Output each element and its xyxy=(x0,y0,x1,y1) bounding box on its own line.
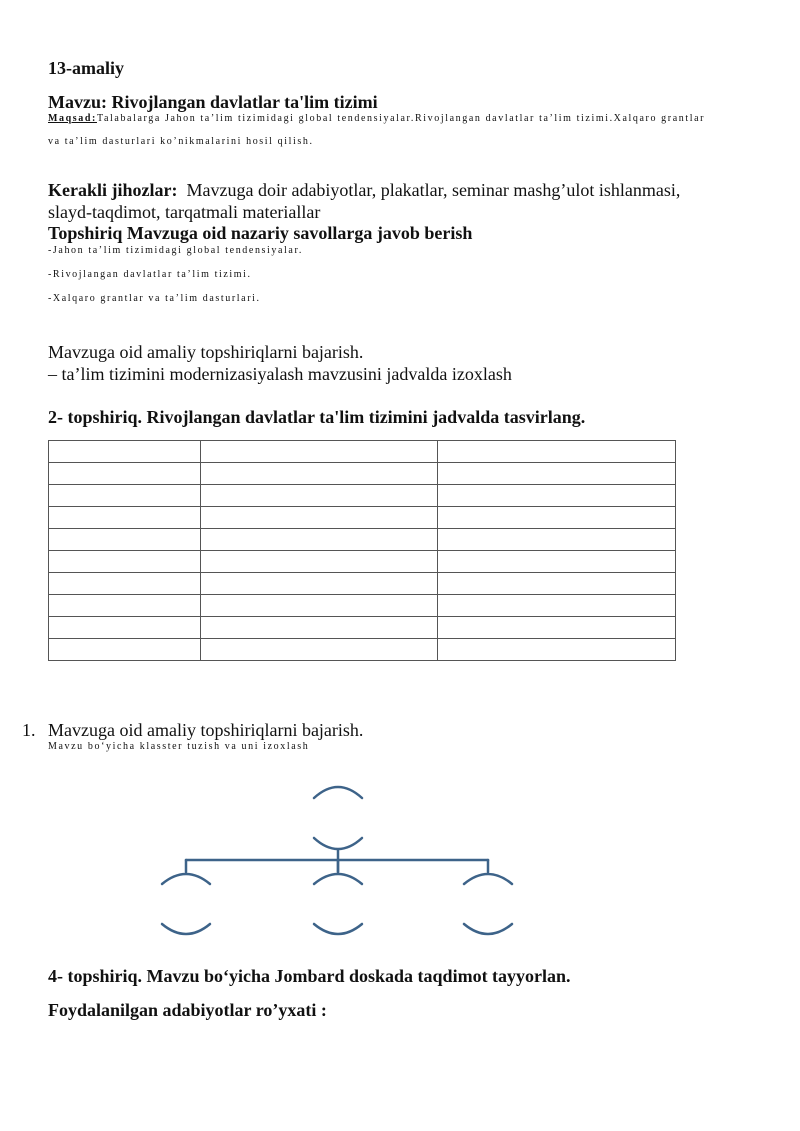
table-row xyxy=(49,639,676,661)
task-title: Topshiriq Mavzuga oid nazariy savollarga javob berish xyxy=(48,223,473,243)
list-number: 1. xyxy=(22,720,36,740)
list-item-1-sub: Mavzu bo‘yicha klasster tuzish va uni izoxlash xyxy=(48,741,310,752)
cluster-diagram xyxy=(150,780,530,950)
table-cell xyxy=(49,463,201,485)
references-title: Foydalanilgan adabiyotlar ro’yxati : xyxy=(48,1000,327,1020)
table-row xyxy=(49,529,676,551)
cluster-center-arc-top xyxy=(314,874,362,884)
topic-title: Mavzu: Rivojlangan davlatlar ta'lim tizimi xyxy=(48,92,378,112)
cluster-center-arc-bottom xyxy=(314,924,362,934)
table-cell xyxy=(49,507,201,529)
table-cell xyxy=(438,551,676,573)
table-cell xyxy=(201,639,438,661)
practical-line-1: Mavzuga oid amaliy topshiriqlarni bajarish. xyxy=(48,342,364,362)
table-row xyxy=(49,573,676,595)
table-cell xyxy=(49,595,201,617)
table-row xyxy=(49,507,676,529)
table-cell xyxy=(201,573,438,595)
table-cell xyxy=(201,485,438,507)
table-cell xyxy=(201,617,438,639)
table-cell xyxy=(201,507,438,529)
table-cell xyxy=(438,595,676,617)
equipment-text-1: Mavzuga doir adabiyotlar, plakatlar, seminar mashg’ulot ishlanmasi, xyxy=(186,180,681,200)
cluster-top-arc xyxy=(314,787,362,798)
goal-text-1: Talabalarga Jahon ta’lim tizimidagi global tendensiyalar.Rivojlangan davlatlar ta’lim tizimi.Xalqaro grantlar xyxy=(96,113,706,124)
table-row xyxy=(49,617,676,639)
goal-line-1 xyxy=(48,113,705,124)
cluster-right-arc-top xyxy=(464,874,512,884)
table-cell xyxy=(438,463,676,485)
table-cell xyxy=(438,507,676,529)
cluster-left-arc-top xyxy=(162,874,210,884)
table-cell xyxy=(438,639,676,661)
task-item: -Xalqaro grantlar va ta’lim dasturlari. xyxy=(48,293,261,304)
equipment-line-1 xyxy=(48,180,680,201)
table-cell xyxy=(201,441,438,463)
table-row xyxy=(49,485,676,507)
table-cell xyxy=(201,551,438,573)
table-cell xyxy=(49,529,201,551)
practical-line-2: – ta’lim tizimini modernizasiyalash mavzusini jadvalda izoxlash xyxy=(48,364,512,384)
table-cell xyxy=(438,485,676,507)
goal-line-2: va ta’lim dasturlari ko’nikmalarini hosil qilish. xyxy=(48,136,314,147)
cluster-left-arc-bottom xyxy=(162,924,210,934)
task-item: -Jahon ta’lim tizimidagi global tendensiyalar. xyxy=(48,245,303,256)
table-cell xyxy=(201,595,438,617)
table-row xyxy=(49,441,676,463)
table-cell xyxy=(49,485,201,507)
equipment-line-2: slayd-taqdimot, tarqatmali materiallar xyxy=(48,202,321,222)
list-item-1: Mavzuga oid amaliy topshiriqlarni bajarish. xyxy=(48,720,364,740)
table-row xyxy=(49,463,676,485)
task2-title: 2- topshiriq. Rivojlangan davlatlar ta'lim tizimini jadvalda tasvirlang. xyxy=(48,407,586,427)
table-row xyxy=(49,551,676,573)
task4-title: 4- topshiriq. Mavzu bo‘yicha Jombard doskada taqdimot tayyorlan. xyxy=(48,966,571,986)
cluster-top-arc-bottom xyxy=(314,838,362,849)
table-cell xyxy=(49,639,201,661)
table-cell xyxy=(201,529,438,551)
practical-number: 13-amaliy xyxy=(48,58,124,78)
empty-table xyxy=(48,440,676,661)
goal-label: Maqsad: xyxy=(48,113,97,124)
table-cell xyxy=(49,617,201,639)
table-cell xyxy=(438,573,676,595)
table-row xyxy=(49,595,676,617)
cluster-right-arc-bottom xyxy=(464,924,512,934)
table-cell xyxy=(49,573,201,595)
task-item: -Rivojlangan davlatlar ta’lim tizimi. xyxy=(48,269,252,280)
table-cell xyxy=(438,441,676,463)
table-cell xyxy=(49,551,201,573)
equipment-label: Kerakli jihozlar: xyxy=(48,180,178,200)
table-cell xyxy=(438,617,676,639)
table-cell xyxy=(201,463,438,485)
table-cell xyxy=(49,441,201,463)
table-cell xyxy=(438,529,676,551)
